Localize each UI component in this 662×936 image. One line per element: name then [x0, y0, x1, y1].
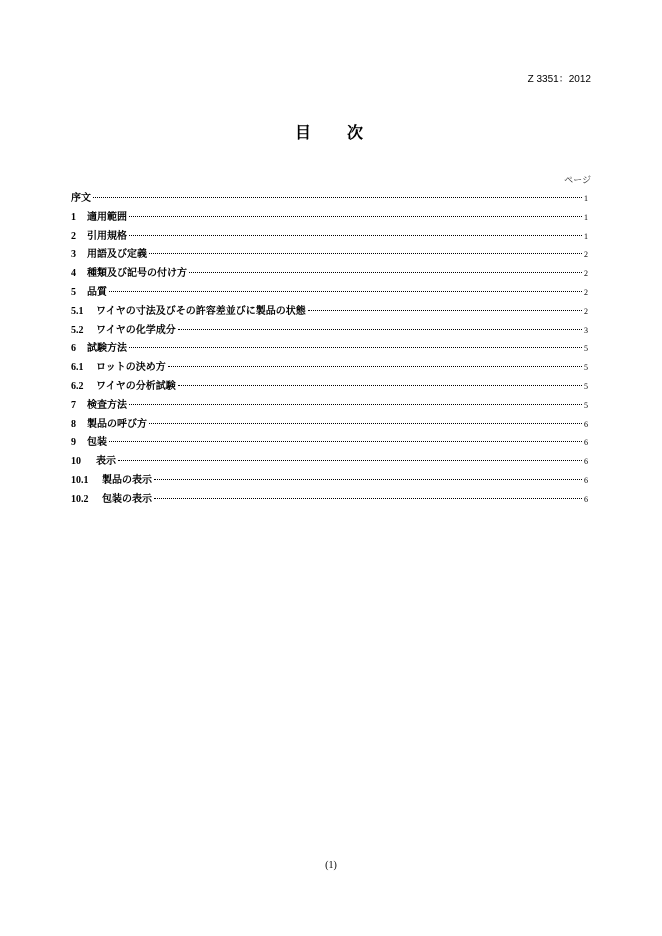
page-title: 目 次: [294, 123, 373, 142]
toc-entry-title: 序文: [71, 193, 91, 204]
dot-leader: [149, 423, 582, 424]
dot-leader: [93, 197, 582, 198]
page-column-label: ページ: [564, 176, 591, 186]
toc-entry-page: 6: [584, 457, 588, 467]
toc-entry-title: 適用範囲: [87, 211, 127, 223]
toc-entry-number: 5.1: [71, 305, 84, 317]
toc-entry-page: 6: [584, 419, 588, 429]
toc-entry-page: 5: [584, 381, 588, 391]
toc-entry-10-2[interactable]: [71, 490, 588, 509]
toc-entry-title: ワイヤの分析試験: [96, 380, 176, 392]
toc-entry-title: ワイヤの寸法及びその許容差並びに製品の状態: [96, 305, 306, 317]
toc-entry-title: ワイヤの化学成分: [96, 324, 176, 336]
toc-entry-title: 検査方法: [87, 399, 127, 411]
toc-entry-page: 5: [584, 344, 588, 354]
toc-entry-number: 4: [71, 268, 76, 280]
toc-entry-number: 6.2: [71, 380, 84, 392]
toc-entry-title: 製品の呼び方: [87, 418, 147, 430]
page-number: (1): [325, 860, 337, 871]
toc-entry-number: 3: [71, 249, 76, 261]
toc-entry-page: 5: [584, 363, 588, 373]
dot-leader: [109, 441, 582, 442]
toc-entry-title: 品質: [87, 286, 107, 298]
dot-leader: [129, 347, 582, 348]
toc-entry-title: 包装の表示: [102, 493, 152, 505]
toc-entry-10-1[interactable]: [71, 471, 588, 490]
toc-entry-number: 10.2: [71, 493, 89, 505]
toc-entry-number: 1: [71, 211, 76, 223]
toc-entry-number: 5.2: [71, 324, 84, 336]
toc-entry-title: 包装: [87, 437, 107, 449]
toc-entry-page: 2: [584, 287, 588, 297]
toc-entry-title: 引用規格: [87, 230, 127, 242]
toc-entry-page: 1: [584, 194, 588, 203]
dot-leader: [189, 272, 582, 273]
dot-leader: [118, 460, 582, 461]
table-of-contents: [71, 189, 588, 509]
dot-leader: [154, 479, 582, 480]
dot-leader: [178, 329, 582, 330]
toc-entry-number: 10: [71, 456, 81, 468]
toc-entry-6-2[interactable]: [71, 377, 588, 396]
toc-entry-title: 製品の表示: [102, 474, 152, 486]
toc-entry-number: 9: [71, 437, 76, 449]
toc-entry-number: 7: [71, 399, 76, 411]
dot-leader: [308, 310, 582, 311]
dot-leader: [129, 216, 582, 217]
toc-entry-page: 3: [584, 325, 588, 335]
dot-leader: [178, 385, 582, 386]
toc-entry-3[interactable]: [71, 245, 588, 264]
toc-entry-number: 2: [71, 230, 76, 242]
toc-entry-6-1[interactable]: [71, 358, 588, 377]
toc-entry-5[interactable]: [71, 283, 588, 302]
toc-entry-page: 6: [584, 494, 588, 504]
dot-leader: [168, 366, 582, 367]
toc-entry-5-2[interactable]: [71, 321, 588, 340]
toc-entry-9[interactable]: [71, 433, 588, 452]
toc-entry-10[interactable]: [71, 452, 588, 471]
document-code: Z 3351：2012: [527, 74, 591, 85]
toc-entry-number: 6.1: [71, 362, 84, 374]
toc-entry-page: 6: [584, 438, 588, 448]
toc-entry-page: 2: [584, 306, 588, 316]
toc-entry-2[interactable]: [71, 227, 588, 246]
toc-entry-page: 2: [584, 250, 588, 260]
toc-entry-number: 8: [71, 418, 76, 430]
toc-entry-title: 用語及び定義: [87, 249, 147, 261]
dot-leader: [154, 498, 582, 499]
dot-leader: [129, 235, 582, 236]
toc-entry-number: 5: [71, 286, 76, 298]
toc-entry-6[interactable]: [71, 339, 588, 358]
toc-entry-page: 1: [584, 212, 588, 222]
toc-entry-title: 試験方法: [87, 343, 127, 355]
toc-entry-title: 表示: [96, 456, 116, 468]
toc-entry-8[interactable]: [71, 415, 588, 434]
toc-entry-5-1[interactable]: [71, 302, 588, 321]
toc-entry-1[interactable]: [71, 208, 588, 227]
toc-entry-number: 10.1: [71, 474, 89, 486]
toc-entry-title: ロットの決め方: [96, 362, 166, 374]
toc-entry-4[interactable]: [71, 264, 588, 283]
dot-leader: [149, 253, 582, 254]
toc-entry-page: 1: [584, 231, 588, 241]
toc-entry-page: 2: [584, 269, 588, 279]
dot-leader: [129, 404, 582, 405]
toc-entry-7[interactable]: [71, 396, 588, 415]
toc-entry-number: 6: [71, 343, 76, 355]
toc-entry-page: 5: [584, 400, 588, 410]
toc-entry-page: 6: [584, 475, 588, 485]
toc-entry-intro[interactable]: [71, 189, 588, 208]
dot-leader: [109, 291, 582, 292]
toc-entry-title: 種類及び記号の付け方: [87, 268, 187, 280]
